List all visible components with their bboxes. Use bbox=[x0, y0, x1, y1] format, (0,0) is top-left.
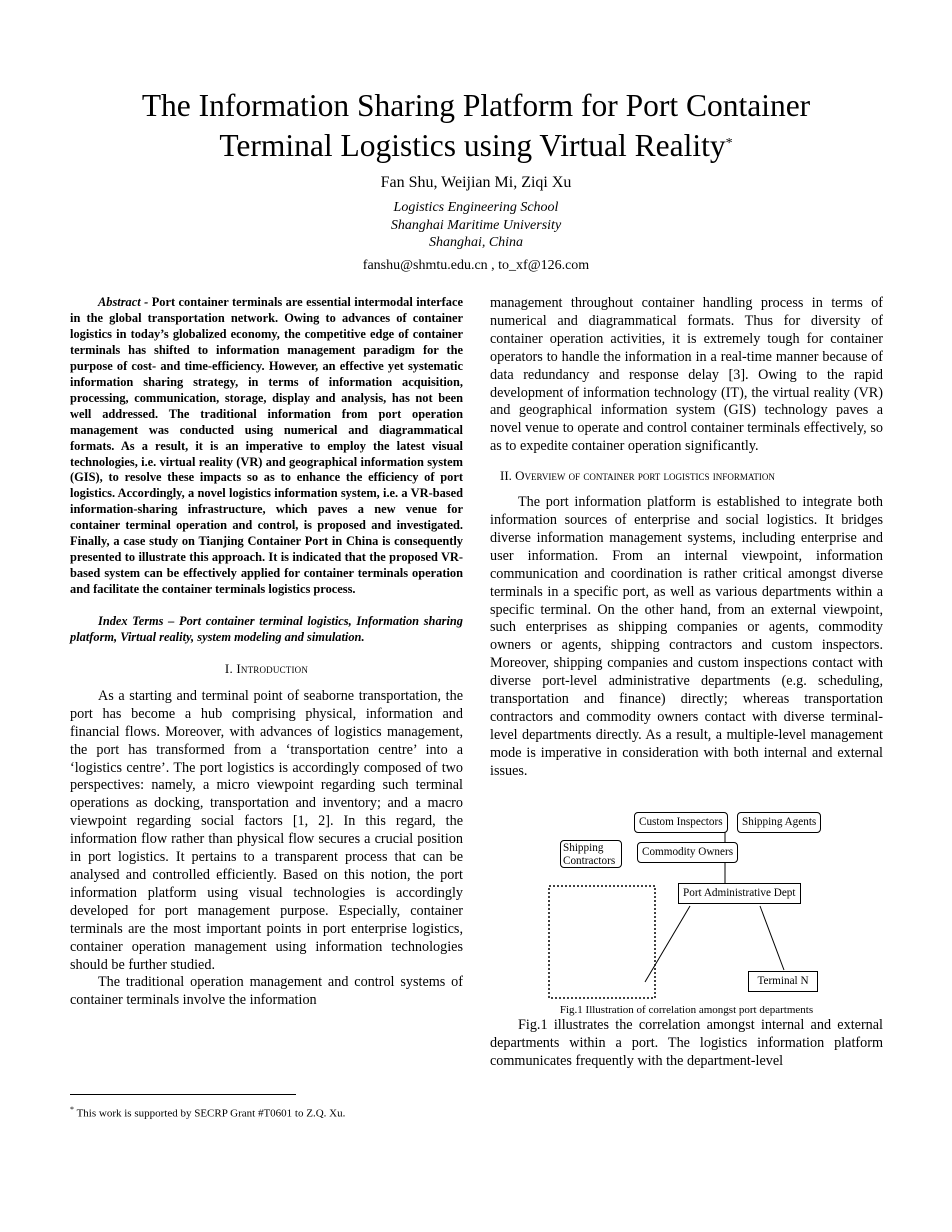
affiliation bbox=[0, 199, 952, 252]
footnote-rule bbox=[70, 1094, 296, 1095]
node-terminal-n: Terminal N bbox=[748, 971, 818, 992]
paragraph: management throughout container handling process in terms of numerical and diagrammatical formats. Thus for diversity of container operation activities, it is extremely tough for container operators to handle the information in a real-time manner because of data redundancy and response delay [3]. Owing to the rapid development of information technology (IT), the virtual reality (VR) and geographical information system (GIS) technology paves a novel venue to operate and control container terminals effectively, so as to expedite container operation significantly. bbox=[490, 295, 883, 455]
figure-caption: Fig.1 Illustration of correlation amongst port departments bbox=[559, 1004, 814, 1016]
author-list: Fan Shu, Weijian Mi, Ziqi Xu bbox=[380, 174, 572, 191]
paragraph: Fig.1 illustrates the correlation amongst internal and external departments within a port. The logistics information platform communicates frequently with the department-level bbox=[490, 1017, 883, 1069]
paragraph: The traditional operation management and control systems of container terminals involve the information bbox=[70, 974, 463, 1009]
title-line-2: Terminal Logistics using Virtual Reality bbox=[219, 128, 726, 163]
node-shipping-contractors bbox=[560, 840, 622, 868]
abstract bbox=[70, 295, 463, 598]
left-column bbox=[70, 295, 463, 1010]
right-column bbox=[490, 295, 883, 781]
section-heading-introduction: I. Introduction bbox=[224, 661, 309, 677]
affiliation-line: Shanghai, China bbox=[428, 235, 524, 250]
paragraph: As a starting and terminal point of seaborne transportation, the port has become a hub comprising physical, information and financial flows. Moreover, with advances of logistics management, the port has transformed from a ‘transportation centre’ into a ‘logistics centre’. The port logistics is accordingly composed of two perspectives: namely, a micro viewpoint regarding such terminal operations as docking, transportation and inventory; and a macro viewpoint regarding social factors [1, 2]. In this regard, the information flow rather than physical flow secures a crucial position in port logistics. It pertains to a transparent process that can be analysed and controlled efficiently. Based on this notion, the port information platform using visual technologies is accordingly developed for port management purpose. Especially, container terminals are the most important points in port enterprise logistics, container operation management using information technologies should be further studied. bbox=[70, 687, 463, 973]
footnote-mark: * bbox=[70, 1105, 74, 1114]
affiliation-line: Logistics Engineering School bbox=[393, 200, 559, 215]
section-heading-overview: II. Overview of container port logistics information bbox=[500, 468, 775, 484]
node-commodity-owners: Commodity Owners bbox=[637, 842, 738, 863]
footnote-text: This work is supported by SECRP Grant #T0601 to Z.Q. Xu. bbox=[76, 1107, 346, 1120]
paragraph: The port information platform is established to integrate both information sources of enterprise and social logistics. It bridges diverse information management systems, including enterprise and user information. From an internal viewpoint, information communication and coordination is rather critical amongst diverse terminals in a specific port, as well as various departments within a specific terminal. On the other hand, from an external viewpoint, such enterprises as shipping companies or agents, commodity owners or agents, shipping contractors and custom inspectors. Moreover, shipping companies and custom inspections contact with diverse port-level administrative departments (e.g. scheduling, transportation and finance) directly; whereas transportation contractors and commodity owners contact with diverse terminal-level departments directly. As a result, a multiple-level management mode is imperative in consideration with both internal and external issues. bbox=[490, 494, 883, 779]
node-shipping-agents: Shipping Agents bbox=[737, 812, 821, 833]
node-label-line: Shipping bbox=[563, 842, 604, 854]
node-custom-inspectors: Custom Inspectors bbox=[634, 812, 728, 833]
affiliation-line: Shanghai Maritime University bbox=[390, 217, 562, 233]
abstract-text: Port container terminals are essential intermodal interface in the global transportation network. Owing to advances of container logistics in today’s globalized economy, the competitive edge of container terminals has shifted to information management paradigm for the purpose of cost- and time-efficiency. However, an effective yet systematic information sharing strategy, in terms of information acquisition, processing, communication, storage, display and analysis, has not been well addressed. The traditional information from port operation management was conducted using numerical and diagrammatical formats. As a result, it is an imperative to employ the latest visual technologies, i.e. virtual reality (VR) and geographical information system (GIS), to resolve these impacts so as to enhance the efficiency of port logistics. Accordingly, a novel logistics information system, i.e. a VR-based information-sharing infrastructure, which paves a new venue for container terminal operation and control, is proposed and investigated. Finally, a case study on Tianjing Container Port in China is consequently presented to illustrate this approach. It is indicated that the proposed VR-based system can be effectively applied for container terminals operation and facilitate the container terminals logistics process. bbox=[70, 295, 463, 597]
connector-line bbox=[760, 906, 784, 970]
connector-line bbox=[645, 906, 690, 982]
figure-1 bbox=[530, 810, 860, 1000]
title-line-1: The Information Sharing Platform for Port Container bbox=[141, 88, 811, 123]
node-label-line: Contractors bbox=[563, 855, 616, 867]
title-footnote-mark: * bbox=[725, 136, 733, 151]
paper-title bbox=[60, 86, 892, 166]
index-terms: Index Terms – Port container terminal logistics, Information sharing platform, Virtual reality, system modeling and simulation. bbox=[70, 614, 463, 645]
node-port-administrative-dept: Port Administrative Dept bbox=[678, 883, 801, 904]
abstract-label: Abstract - bbox=[98, 295, 149, 309]
footnote bbox=[70, 1103, 345, 1121]
terminal-region-dotted bbox=[549, 886, 655, 998]
author-emails: fanshu@shmtu.edu.cn , to_xf@126.com bbox=[362, 258, 590, 273]
